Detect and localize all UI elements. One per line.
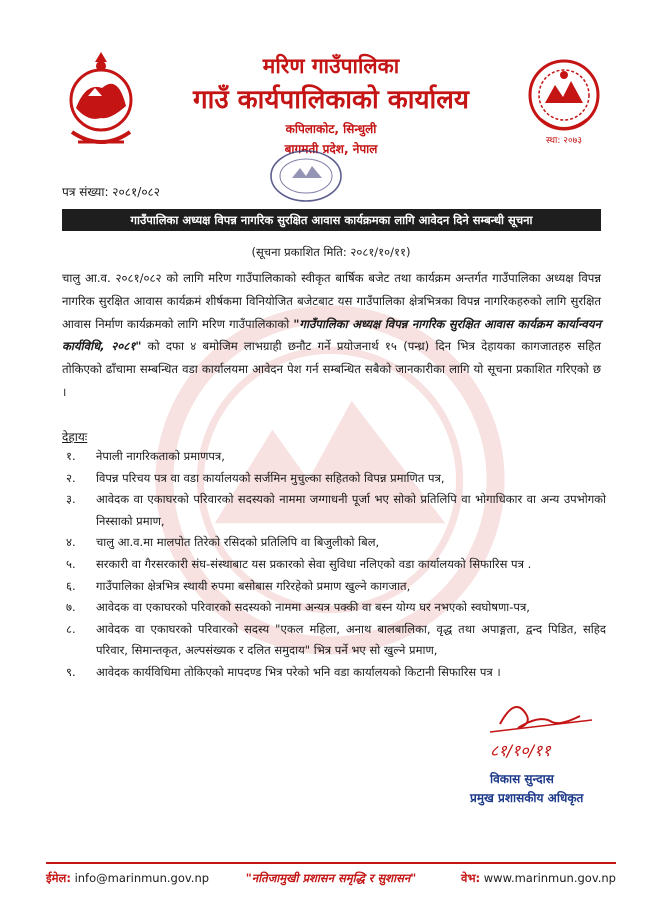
requirement-item — [62, 662, 606, 684]
requirement-number: १. — [66, 449, 76, 463]
signatory-name: विकास सुन्दास — [490, 772, 554, 786]
requirement-item — [62, 446, 606, 468]
requirement-item — [62, 532, 606, 554]
requirement-text: विपन्न परिचय पत्र वा वडा कार्यालयको सर्जमिन मुचुल्का सहितको विपन्न प्रमाणित पत्र, — [96, 470, 445, 485]
municipality-seal-icon — [525, 55, 603, 147]
requirement-text: गाउँपालिका क्षेत्रभित्र स्थायी रुपमा बसोबास गरिरहेको प्रमाण खुल्ने कागजात, — [96, 578, 411, 593]
requirement-number: ५. — [66, 556, 76, 571]
office-title: गाउँ कार्यपालिकाको कार्यालय — [193, 85, 469, 115]
office-address-line1: कपिलाकोट, सिन्धुली — [285, 122, 377, 136]
notice-title-banner: गाउँपालिका अध्यक्ष विपन्न नागरिक सुरक्षित आवास कार्यक्रमका लागि आवेदन दिने सम्बन्धी सूचना — [62, 209, 601, 231]
notice-body — [62, 267, 601, 404]
signature-date: ८१/१०/११ — [490, 741, 551, 760]
requirement-text: चालु आ.व.मा मालपोत तिरेको रसिदको प्रतिलिपि वा बिजुलीको बिल, — [96, 535, 380, 550]
requirement-item — [62, 597, 606, 619]
body-text-part1: चालु आ.व. २०८१/०८२ को लागि मरिण गाउँपालिकाको स्वीकृत बार्षिक बजेट तथा कार्यक्रम अन्तर्गत गाउँपालिका अध्यक्ष विपन्न नागरिक सुरक्षित आवास कार्यक्रमं शीर्षकमा विनियोजित बजेटबाट यस गाउँपालिका क्षेत्रभित्रका विपन्न नागरिकहरुको लागि सुरक्षित आवास निर्माण कार्यक्रमको लागि मरिण गाउँपालिकाको — [62, 271, 601, 331]
requirement-text: नेपाली नागरिकताको प्रमाणपत्र, — [96, 449, 225, 463]
office-address-line2: बागमती प्रदेश, नेपाल — [284, 142, 378, 156]
requirement-item — [62, 619, 606, 662]
requirement-text: सरकारी वा गैरसरकारी संघ-संस्थाबाट यस प्रकारको सेवा सुविधा नलिएको वडा कार्यालयको सिफारिस पत्र . — [96, 556, 532, 571]
requirement-number: ९. — [66, 664, 76, 679]
procedure-title: "गाउँपालिका अध्यक्ष विपन्न नागरिक सुरक्षित आवास कार्यक्रम कार्यान्वयन कार्यविधि, २०८१" — [62, 316, 602, 354]
body-text-part2: को दफा ४ बमोजिम लाभग्राही छनौट गर्ने प्रयोजनार्थ १५ (पन्ध्र) दिन भित्र देहायका कागजातहरु सहित तोकिएको ढाँचामा सम्बन्धित वडा कार्यालयमा आवेदन पेश गर्न सम्बन्धित सबैको जानकारीका लागि यो सूचना प्रकाशित गरिएको छ । — [62, 339, 602, 399]
publish-date: (सूचना प्रकाशित मिति: २०८१/१०/११) — [251, 245, 411, 259]
website-link[interactable]: www.marinmun.gov.np — [483, 871, 616, 885]
requirement-number: ७. — [66, 600, 76, 615]
signature-icon — [460, 694, 600, 764]
signatory-title: प्रमुख प्रशासकीय अधिकृत — [470, 791, 584, 805]
office-name: मरिण गाउँपालिका — [262, 54, 400, 78]
requirement-item — [62, 468, 606, 490]
requirement-text: आवेदक वा एकाघरको परिवारको सदस्य "एकल महिला, अनाथ बालबालिका, वृद्ध तथा अपाङ्गता, द्वन्द पिडित, सहिद परिवार, सिमान्तकृत, अल्पसंख्यक र दलित समुदाय" भित्र पर्ने भए सो खुल्ने प्रमाण, — [96, 621, 606, 658]
footer-divider — [46, 862, 616, 864]
requirement-text: आवेदक कार्यविधिमा तोकिएको मापदण्ड भित्र परेको भनि वडा कार्यालयको किटानी सिफारिस पत्र । — [96, 664, 501, 679]
requirement-number: ८. — [66, 621, 76, 636]
email-address[interactable]: info@marinmun.gov.np — [74, 871, 210, 885]
requirement-number: ६. — [66, 578, 76, 593]
footer-motto: "नतिजामुखी प्रशासन समृद्धि र सुशासन" — [245, 871, 417, 885]
requirement-item — [62, 489, 606, 532]
requirement-number: २. — [66, 470, 76, 485]
web-label: वेभ: — [461, 871, 481, 885]
requirement-text: आवेदक वा एकाघरको परिवारको सदस्यको नाममा जग्गाधनी पूर्जा भए सोको प्रतिलिपि वा भोगाधिकार वा अन्य उपभोगको निस्साको प्रमाण, — [96, 492, 606, 528]
requirements-heading: देहायः — [62, 430, 88, 444]
seal-year: स्था: २०७३ — [545, 136, 583, 146]
reference-number: पत्र संख्या: २०८१/०८२ — [62, 185, 161, 199]
requirement-item — [62, 554, 606, 576]
requirement-number: ३. — [66, 492, 76, 507]
requirement-item — [62, 576, 606, 598]
email-label: ईमेल: — [46, 871, 71, 885]
office-stamp-icon — [268, 148, 344, 204]
requirement-number: ४. — [66, 535, 76, 550]
footer-website — [461, 871, 616, 886]
requirement-text: आवेदक वा एकाघरको परिवारको सदस्यको नाममा अन्यत्र पक्की वा बस्न योग्य घर नभएको स्वघोषणा-पत्र, — [96, 600, 530, 615]
requirements-list — [62, 446, 606, 684]
